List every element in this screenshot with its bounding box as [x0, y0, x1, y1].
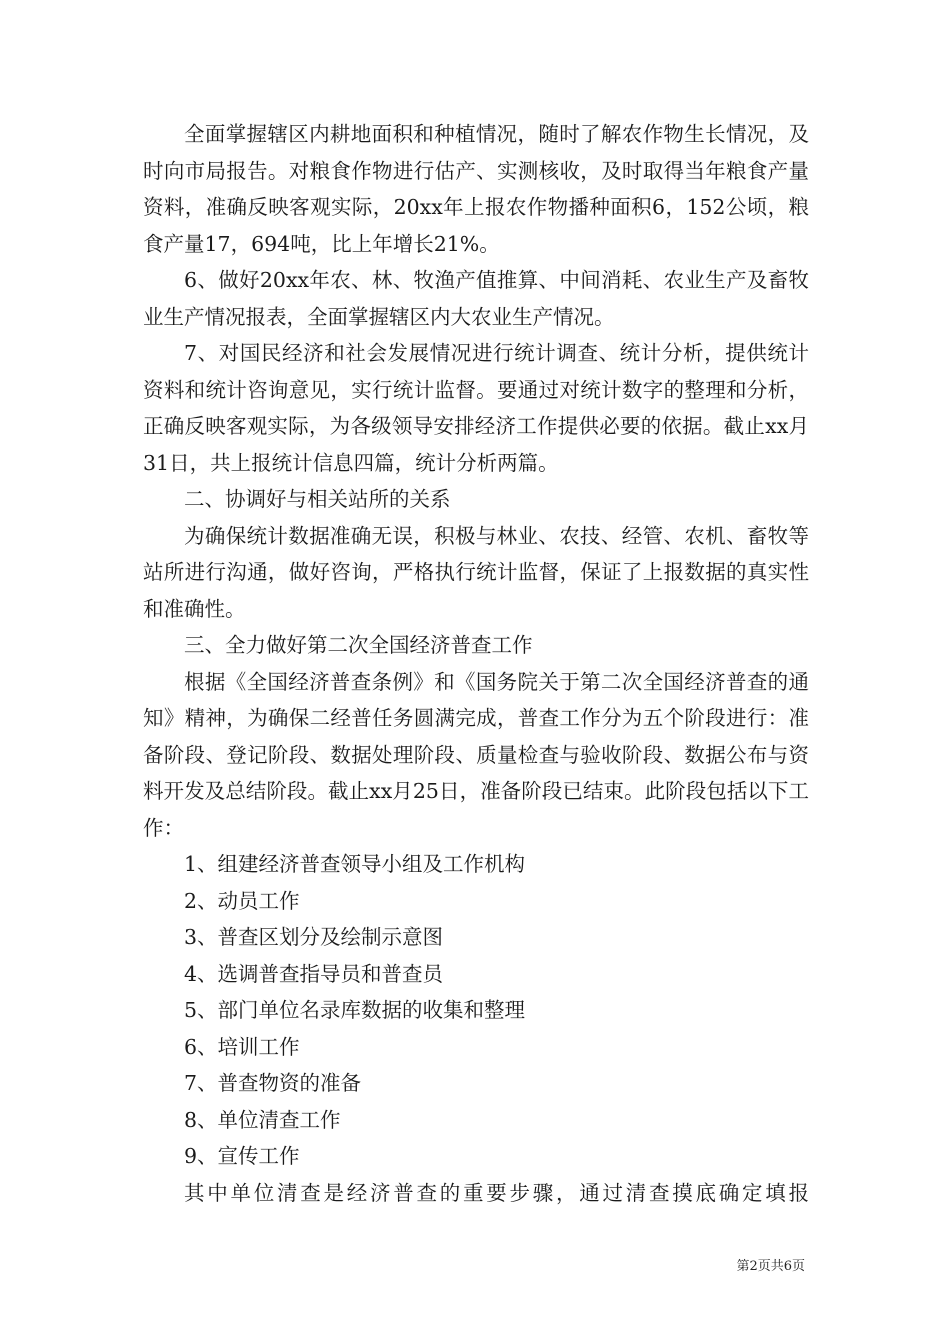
section-heading-3: 三、全力做好第二次全国经济普查工作	[184, 633, 533, 657]
list-item: 4、选调普查指导员和普查员	[184, 961, 444, 986]
list-item: 3、普查区划分及绘制示意图	[184, 925, 444, 949]
list-item: 5、部门单位名录库数据的收集和整理	[184, 998, 526, 1022]
list-item: 2、动员工作	[184, 888, 300, 913]
paragraph-item-6: 6、做好20xx年农、林、牧渔产值推算、中间消耗、农业生产及畜牧业生产情况报表，全面掌握辖区内大农业生产情况。	[143, 268, 809, 329]
paragraph-crop-area: 全面掌握辖区内耕地面积和种植情况，随时了解农作物生长情况，及时向市局报告。对粮食作物进行估产、实测核收，及时取得当年粮食产量资料，准确反映客观实际，20xx年上报农作物播种面积6，152公顷，粮食产量17，694吨，比上年增长21%。	[143, 122, 809, 256]
list-item: 8、单位清查工作	[184, 1107, 341, 1132]
paragraph-census: 根据《全国经济普查条例》和《国务院关于第二次全国经济普查的通知》精神，为确保二经普任务圆满完成，普查工作分为五个阶段进行：准备阶段、登记阶段、数据处理阶段、质量检查与验收阶段、数据公布与资料开发及总结阶段。截止xx月25日，准备阶段已结束。此阶段包括以下工作：	[143, 669, 809, 840]
section-heading-2: 二、协调好与相关站所的关系	[184, 487, 451, 511]
list-item: 9、宣传工作	[184, 1144, 300, 1168]
paragraph-coordination: 为确保统计数据准确无误，积极与林业、农技、经管、农机、畜牧等站所进行沟通，做好咨询，严格执行统计监督，保证了上报数据的真实性和准确性。	[143, 523, 809, 621]
list-item: 7、普查物资的准备	[184, 1071, 362, 1095]
document-body	[143, 116, 809, 1211]
list-item: 6、培训工作	[184, 1034, 300, 1059]
paragraph-unit-check: 其中单位清查是经济普查的重要步骤，通过清查摸底确定填报	[184, 1180, 809, 1205]
paragraph-item-7: 7、对国民经济和社会发展情况进行统计调查、统计分析，提供统计资料和统计咨询意见，实行统计监督。要通过对统计数字的整理和分析，正确反映客观实际，为各级领导安排经济工作提供必要的依据。截止xx月31日，共上报统计信息四篇，统计分析两篇。	[143, 341, 809, 475]
page-number-footer: 第2页共6页	[736, 1259, 805, 1274]
list-item: 1、组建经济普查领导小组及工作机构	[184, 852, 526, 876]
